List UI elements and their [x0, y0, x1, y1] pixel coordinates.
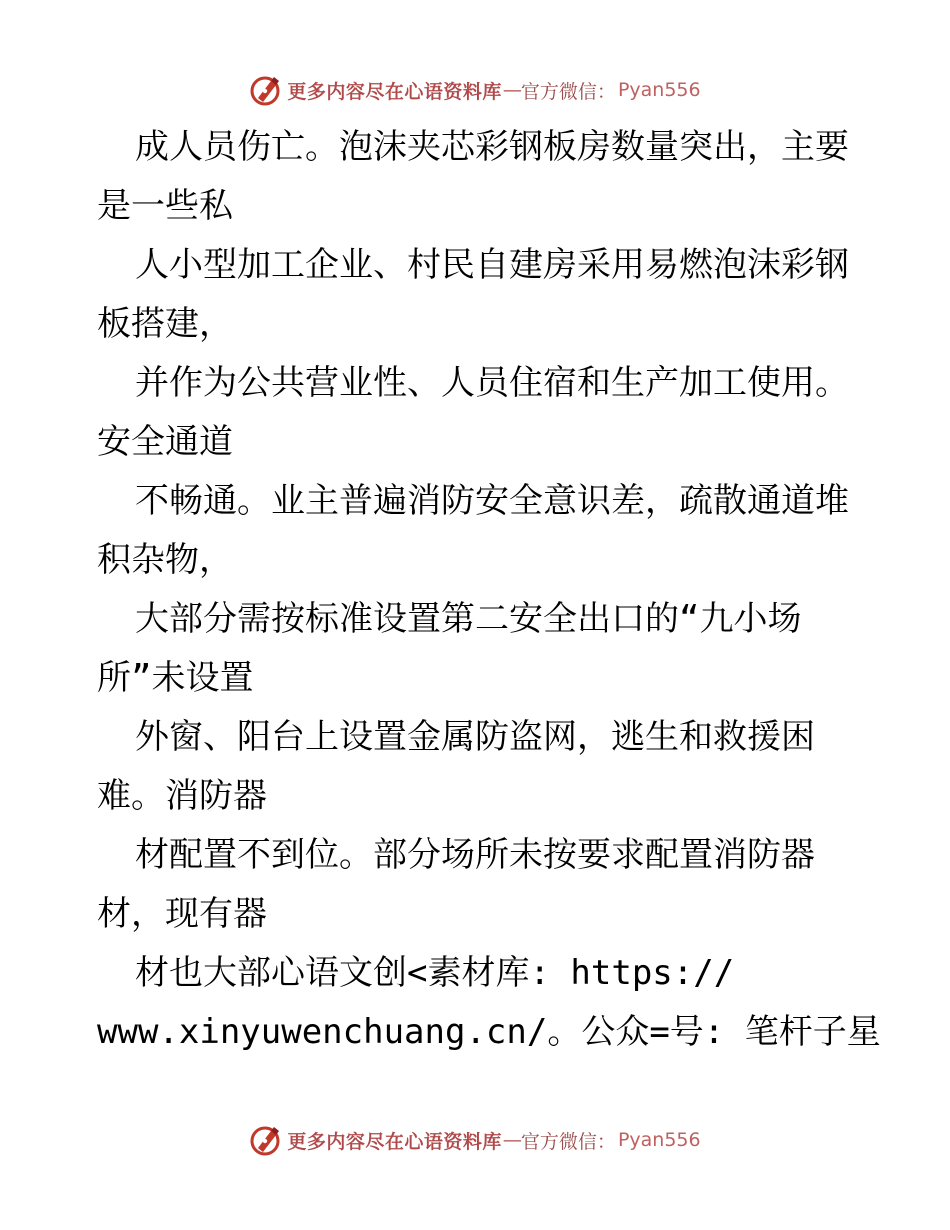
paragraph-line: 并作为公共营业性、人员住宿和生产加工使用。: [135, 363, 849, 403]
paragraph-line: 大部分需按标准设置第二安全出口的“九小场: [135, 599, 802, 639]
footer-banner: [0, 1120, 950, 1160]
paragraph: [97, 590, 867, 708]
paragraph-line: 外窗、阳台上设置金属防盗网，逃生和救援困: [135, 717, 815, 757]
paragraph-line: 人小型加工企业、村民自建房采用易燃泡沫彩钢: [135, 245, 849, 285]
paragraph-line: 积杂物，: [97, 540, 233, 580]
paragraph: [97, 826, 867, 944]
paragraph-line: 板搭建，: [97, 304, 233, 344]
paragraph-line: 材，现有器: [97, 894, 267, 934]
header-banner: [0, 70, 950, 110]
paragraph-line: 是一些私: [97, 186, 233, 226]
paragraph: [97, 118, 867, 236]
paragraph-line: 所”未设置: [97, 658, 254, 698]
paragraph: [97, 354, 867, 472]
paragraph-line: www.xinyuwenchuang.cn/。公众=号: 笔杆子星: [97, 1012, 881, 1052]
header-banner-separator: —: [502, 79, 520, 101]
paragraph-line: 难。消防器: [97, 776, 267, 816]
paragraph: [97, 944, 881, 1062]
paragraph-line: 材也大部心语文创<素材库: https://: [135, 953, 735, 993]
footer-banner-text: 更多内容尽在心语资料库: [287, 1130, 502, 1153]
paragraph: [97, 236, 867, 354]
body-text: [97, 118, 881, 1062]
header-wechat-label: 官方微信：: [520, 80, 616, 103]
paragraph-line: 安全通道: [97, 422, 233, 462]
paragraph: [97, 472, 867, 590]
pen-logo-icon: [249, 1123, 283, 1157]
header-wechat-id: Pyan556: [617, 79, 701, 101]
footer-wechat-label: 官方微信：: [520, 1130, 616, 1153]
pen-logo-icon: [249, 73, 283, 107]
paragraph-line: 成人员伤亡。泡沫夹芯彩钢板房数量突出，主要: [135, 127, 849, 167]
header-banner-text: 更多内容尽在心语资料库: [287, 80, 502, 103]
footer-wechat-id: Pyan556: [617, 1129, 701, 1151]
footer-banner-separator: —: [502, 1129, 520, 1151]
paragraph: [97, 708, 867, 826]
paragraph-line: 材配置不到位。部分场所未按要求配置消防器: [135, 835, 815, 875]
paragraph-line: 不畅通。业主普遍消防安全意识差，疏散通道堆: [135, 481, 849, 521]
